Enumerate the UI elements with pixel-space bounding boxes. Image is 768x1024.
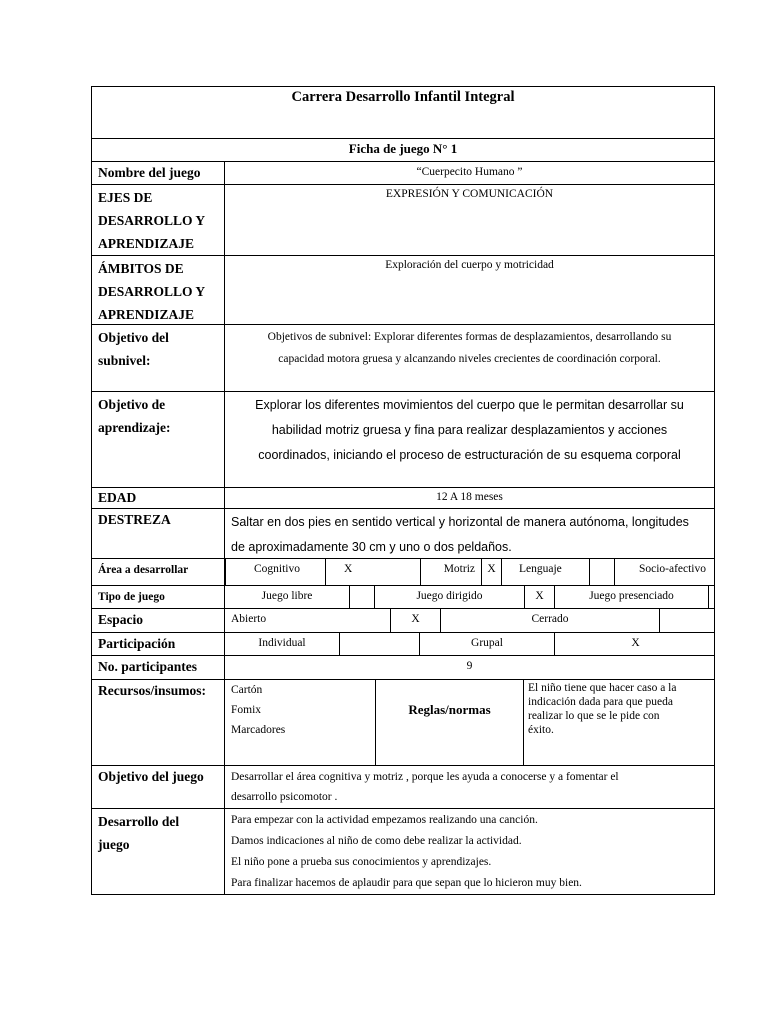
sublevel-objective-label: Objetivo del subnivel: [92, 325, 225, 391]
rules-label: Reglas/normas [375, 680, 523, 765]
sheet-title: Ficha de juego N° 1 [348, 141, 458, 156]
mark-motriz: X [481, 559, 501, 585]
areas-row [91, 256, 715, 325]
game-objective-label: Objetivo del juego [92, 766, 225, 808]
space-label: Espacio [92, 609, 225, 632]
learning-objective-row [91, 392, 715, 488]
axes-value: EXPRESIÓN Y COMUNICACIÓN [385, 188, 554, 200]
option-cerrado: Cerrado [440, 609, 659, 632]
game-development-row [91, 809, 715, 895]
step-item: Para empezar con la actividad empezamos realizando una canción. [231, 814, 538, 826]
development-area-row [91, 559, 715, 586]
game-type-row [91, 586, 715, 609]
participants-label: No. participantes [92, 656, 225, 679]
mark-juego-presenciado [708, 586, 717, 608]
learning-objective-label: Objetivo de aprendizaje: [92, 392, 225, 487]
age-label: EDAD [92, 488, 225, 508]
learning-objective-value: Explorar los diferentes movimientos del cuerpo que le permitan desarrollar su habilidad motriz gruesa y fina para realizar desplazamientos y acciones coordinados, iniciando el proceso de estructuración de su esquema corporal [255, 398, 684, 462]
resource-item: Fomix [231, 704, 262, 716]
areas-value: Exploración del cuerpo y motricidad [385, 259, 554, 271]
sublevel-objective-value: Objetivos de subnivel: Explorar diferentes formas de desplazamientos, desarrollando su capacidad motora gruesa y alcanzando niveles crecientes de coordinación corporal. [267, 331, 672, 365]
sheet-title-row [91, 139, 715, 162]
mark-lenguaje [589, 559, 614, 585]
game-type-label: Tipo de juego [92, 586, 225, 608]
mark-abierto: X [390, 609, 440, 632]
development-area-label: Área a desarrollar [92, 559, 225, 585]
option-cognitivo: Cognitivo [225, 559, 325, 585]
option-juego-libre: Juego libre [261, 590, 313, 602]
axes-row [91, 185, 715, 256]
career-title-row [91, 86, 715, 139]
skill-label: DESTREZA [92, 509, 225, 558]
step-item: Para finalizar hacemos de aplaudir para que sepan que lo hicieron muy bien. [231, 877, 582, 889]
resources-label: Recursos/insumos: [92, 680, 225, 765]
age-value: 12 A 18 meses [436, 491, 503, 503]
game-sheet [91, 86, 715, 895]
option-individual: Individual [258, 637, 306, 649]
participation-row [91, 633, 715, 656]
option-motriz: Motriz [420, 559, 481, 585]
option-juego-dirigido: Juego dirigido [374, 586, 524, 608]
participants-row [91, 656, 715, 680]
space-row [91, 609, 715, 633]
mark-cerrado [659, 609, 716, 632]
mark-cognitivo: X [325, 559, 420, 585]
option-grupal: Grupal [419, 633, 554, 655]
option-juego-presenciado: Juego presenciado [554, 586, 708, 608]
mark-juego-dirigido: X [524, 586, 554, 608]
game-development-steps [225, 809, 714, 894]
option-socio-afectivo: Socio-afectivo [614, 559, 716, 585]
game-name-value: “Cuerpecito Humano ” [416, 166, 523, 178]
axes-label: EJES DE DESARROLLO Y APRENDIZAJE [92, 185, 225, 255]
mark-individual [339, 633, 419, 655]
resource-item: Marcadores [231, 724, 286, 736]
mark-grupal: X [554, 633, 716, 655]
participation-label: Participación [92, 633, 225, 655]
game-name-row [91, 162, 715, 185]
option-lenguaje: Lenguaje [501, 559, 589, 585]
option-abierto: Abierto [231, 613, 267, 625]
participants-value: 9 [466, 660, 473, 672]
game-objective-value: Desarrollar el área cognitiva y motriz , porque les ayuda a conocerse y a fomentar el desarrollo psicomotor . [231, 771, 619, 803]
game-development-label: Desarrollo del juego [92, 809, 225, 894]
resources-row [91, 680, 715, 766]
skill-value: Saltar en dos pies en sentido vertical y horizontal de manera autónoma, longitudes de aproximadamente 30 cm y uno o dos peldaños. [231, 515, 689, 554]
step-item: Damos indicaciones al niño de como debe realizar la actividad. [231, 835, 522, 847]
sublevel-objective-row [91, 325, 715, 392]
resource-item: Cartón [231, 684, 263, 696]
areas-label: ÁMBITOS DE DESARROLLO Y APRENDIZAJE [92, 256, 225, 324]
game-objective-row [91, 766, 715, 809]
skill-row [91, 509, 715, 559]
rules-value: El niño tiene que hacer caso a la indicación dada para que pueda realizar lo que se le pide con éxito. [523, 680, 716, 765]
resources-list [225, 680, 375, 765]
step-item: El niño pone a prueba sus conocimientos y aprendizajes. [231, 856, 492, 868]
mark-juego-libre [349, 586, 374, 608]
game-name-label: Nombre del juego [92, 162, 225, 184]
career-title: Carrera Desarrollo Infantil Integral [291, 89, 515, 105]
age-row [91, 488, 715, 509]
